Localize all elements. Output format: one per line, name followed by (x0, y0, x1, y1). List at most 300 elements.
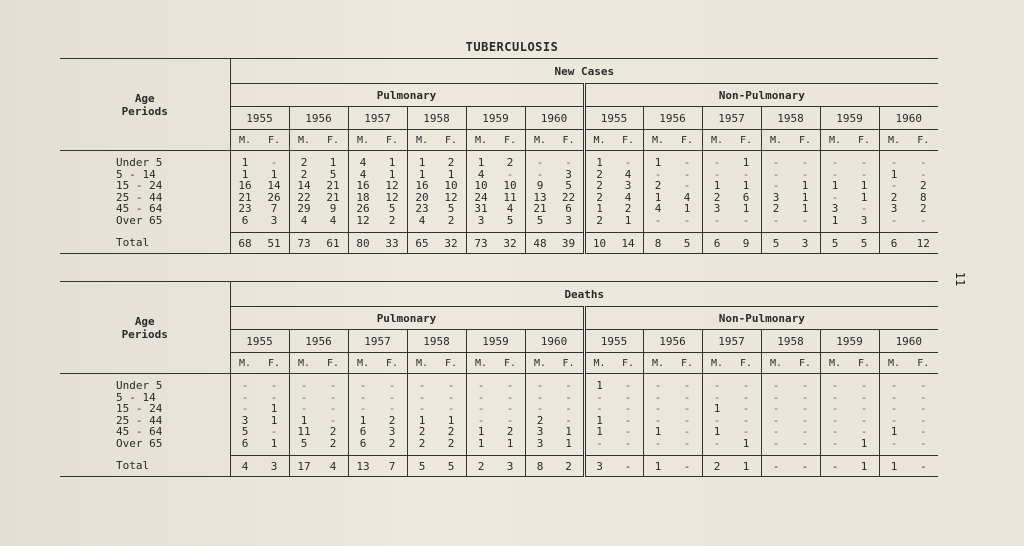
data-cell: 5 (447, 202, 455, 215)
data-cell: 2 (289, 169, 319, 181)
data-cell: - (791, 215, 821, 233)
data-cell: 4 (643, 203, 673, 215)
data-cell: - (683, 167, 691, 181)
sex-header: M. (525, 353, 555, 374)
new-cases-table-wrap (60, 58, 938, 254)
data-cell: 1 (643, 426, 673, 438)
data-cell: - (702, 151, 732, 169)
year-header: 1957 (702, 330, 761, 353)
data-cell: 1 (230, 151, 260, 169)
data-cell: - (702, 169, 732, 181)
year-header: 1960 (525, 107, 584, 130)
sex-header: M. (289, 130, 319, 151)
data-cell: 12 (444, 190, 458, 204)
data-cell: 2 (584, 215, 614, 233)
data-cell: - (761, 415, 791, 427)
data-cell: - (624, 156, 632, 169)
data-cell: - (761, 180, 791, 192)
year-header: 1960 (525, 330, 584, 353)
table-row (60, 203, 938, 215)
data-cell: - (348, 403, 378, 415)
age-group-label: 5 - 14 (116, 167, 156, 181)
data-cell: 16 (230, 180, 260, 192)
data-cell: - (643, 438, 673, 456)
data-cell: - (447, 402, 455, 415)
data-cell: 1 (270, 402, 278, 415)
data-cell: 7 (270, 202, 278, 215)
data-cell: 11 (503, 190, 517, 204)
data-cell: 1 (584, 415, 614, 427)
non-pulmonary-heading: Non-Pulmonary (584, 84, 938, 107)
total-cell: 6 (879, 233, 909, 254)
data-cell: 1 (447, 167, 455, 181)
data-cell: - (761, 426, 791, 438)
data-cell: - (643, 169, 673, 181)
data-cell: 3 (230, 415, 260, 427)
data-cell: 2 (525, 415, 555, 427)
data-cell: 1 (860, 190, 868, 204)
data-cell: 2 (437, 438, 467, 456)
data-cell: 24 (466, 192, 496, 204)
total-cell: 8 (643, 233, 673, 254)
data-cell: - (742, 379, 750, 392)
total-cell: 17 (289, 456, 319, 477)
data-cell: 1 (584, 374, 614, 392)
sex-header: M. (879, 353, 909, 374)
data-cell: - (388, 379, 396, 392)
age-group-label: 15 - 24 (116, 402, 163, 415)
data-cell: 1 (466, 426, 496, 438)
total-cell: 1 (732, 456, 762, 477)
total-cell: 1 (643, 456, 673, 477)
data-cell: - (643, 215, 673, 233)
data-cell: - (879, 415, 909, 427)
data-cell: 2 (879, 192, 909, 204)
table-row (60, 403, 938, 415)
data-cell: 3 (761, 192, 791, 204)
age-periods-header (60, 282, 230, 374)
total-cell: 5 (761, 233, 791, 254)
sex-header: F. (614, 130, 644, 151)
total-cell: - (614, 456, 644, 477)
data-cell: 26 (267, 190, 281, 204)
total-cell: 1 (879, 456, 909, 477)
data-cell: - (624, 390, 632, 404)
total-cell: 1 (850, 456, 880, 477)
data-cell: 1 (742, 179, 750, 192)
data-cell: 21 (326, 179, 340, 192)
total-row (60, 233, 938, 254)
sex-header: M. (761, 130, 791, 151)
table-row (60, 180, 938, 192)
data-cell: - (329, 390, 337, 404)
data-cell: 3 (702, 203, 732, 215)
data-cell: - (742, 402, 750, 415)
data-cell: 4 (348, 151, 378, 169)
sex-header: F. (850, 353, 880, 374)
sex-header: F. (614, 353, 644, 374)
data-cell: 1 (407, 415, 437, 427)
data-cell: - (683, 379, 691, 392)
data-cell: 1 (388, 156, 396, 169)
data-cell: 6 (348, 426, 378, 438)
year-header: 1959 (466, 107, 525, 130)
data-cell: 1 (496, 438, 526, 456)
sex-header: M. (643, 353, 673, 374)
data-cell: - (879, 403, 909, 415)
data-cell: - (919, 156, 927, 169)
data-cell: 1 (742, 156, 750, 169)
total-cell: 5 (820, 233, 850, 254)
age-header-line2: Periods (121, 104, 168, 118)
data-cell: - (702, 215, 732, 233)
data-cell: 2 (329, 425, 337, 438)
data-cell: - (820, 374, 850, 392)
sex-header: M. (820, 130, 850, 151)
data-cell: 3 (525, 426, 555, 438)
data-cell: - (643, 392, 673, 404)
data-cell: - (565, 390, 572, 404)
table-row (60, 215, 938, 233)
data-cell: 1 (289, 415, 319, 427)
data-cell: 16 (348, 180, 378, 192)
data-cell: - (624, 413, 632, 427)
sex-header: M. (525, 130, 555, 151)
data-cell: - (820, 415, 850, 427)
sex-header: F. (437, 353, 467, 374)
data-cell: - (466, 415, 496, 427)
data-cell: 3 (624, 179, 632, 192)
data-cell: - (702, 374, 732, 392)
data-cell: 2 (506, 425, 514, 438)
data-cell: 6 (348, 438, 378, 456)
age-header-line1: Age (134, 91, 155, 105)
total-label: Total (60, 233, 230, 254)
sex-header: M. (289, 353, 319, 374)
data-cell: - (614, 438, 644, 456)
data-cell: 2 (447, 425, 455, 438)
table-row (60, 374, 938, 392)
total-cell: 3 (791, 233, 821, 254)
total-cell: 73 (466, 233, 496, 254)
sex-header: M. (643, 130, 673, 151)
data-cell: - (506, 390, 514, 404)
data-cell: 2 (643, 180, 673, 192)
data-cell: - (348, 392, 378, 404)
data-cell: 4 (624, 167, 632, 181)
data-cell: - (270, 425, 278, 438)
data-cell: - (447, 390, 455, 404)
data-cell: 1 (565, 425, 572, 438)
data-cell: 2 (761, 203, 791, 215)
data-cell: 1 (742, 202, 750, 215)
data-cell: 1 (801, 190, 809, 204)
data-cell: - (761, 403, 791, 415)
data-cell: - (447, 379, 455, 392)
sex-header: M. (584, 130, 614, 151)
data-cell: - (525, 151, 555, 169)
data-cell: - (624, 379, 632, 392)
data-cell: - (329, 402, 337, 415)
data-cell: - (820, 192, 850, 204)
total-cell: 61 (319, 233, 349, 254)
total-cell: 68 (230, 233, 260, 254)
total-cell: 5 (850, 233, 880, 254)
data-cell: 5 (289, 438, 319, 456)
sex-header: M. (230, 130, 260, 151)
data-cell: - (506, 167, 514, 181)
data-cell: 1 (732, 438, 762, 456)
data-cell: 23 (230, 203, 260, 215)
data-cell: - (791, 438, 821, 456)
section-heading: New Cases (230, 59, 938, 84)
data-cell: - (920, 390, 927, 404)
data-cell: - (801, 413, 809, 427)
total-row (60, 456, 938, 477)
deaths-table (60, 281, 938, 477)
data-cell: - (407, 374, 437, 392)
year-header: 1955 (230, 330, 289, 353)
age-group-label: Under 5 (116, 156, 163, 169)
data-cell: - (506, 402, 514, 415)
age-group-label: 45 - 64 (116, 425, 163, 438)
total-cell: 73 (289, 233, 319, 254)
sex-header: F. (673, 130, 703, 151)
data-cell: - (820, 169, 850, 181)
data-cell: - (565, 413, 572, 427)
total-cell: - (909, 456, 939, 477)
data-cell: 4 (624, 190, 632, 204)
data-cell: - (329, 379, 337, 392)
sex-header: M. (702, 130, 732, 151)
data-cell: 1 (801, 179, 809, 192)
data-cell: 2 (584, 180, 614, 192)
total-cell: 10 (584, 233, 614, 254)
data-cell: - (860, 425, 868, 438)
data-cell: - (920, 379, 927, 392)
data-cell: 2 (407, 438, 437, 456)
year-header: 1958 (407, 107, 466, 130)
data-cell: 3 (565, 167, 572, 181)
data-cell: - (801, 390, 809, 404)
data-cell: 2 (289, 151, 319, 169)
data-cell: - (683, 156, 691, 169)
non-pulmonary-heading: Non-Pulmonary (584, 307, 938, 330)
sex-header: M. (348, 353, 378, 374)
data-cell: 3 (850, 215, 880, 233)
data-cell: 2 (584, 192, 614, 204)
pulmonary-heading: Pulmonary (230, 84, 584, 107)
data-cell: 5 (388, 202, 396, 215)
data-cell: - (820, 438, 850, 456)
total-cell: 13 (348, 456, 378, 477)
sex-header: F. (555, 130, 585, 151)
data-cell: 14 (267, 179, 281, 192)
data-cell: - (860, 167, 868, 181)
data-cell: 4 (348, 169, 378, 181)
age-group-label: Over 65 (116, 213, 163, 227)
sex-header: F. (555, 353, 585, 374)
data-cell: 3 (466, 215, 496, 233)
age-periods-header (60, 59, 230, 151)
total-cell: 32 (437, 233, 467, 254)
table-row (60, 426, 938, 438)
data-cell: 11 (289, 426, 319, 438)
data-cell: 5 (496, 215, 526, 233)
data-cell: - (801, 402, 809, 415)
data-cell: 10 (466, 180, 496, 192)
year-header: 1956 (289, 330, 348, 353)
data-cell: - (230, 403, 260, 415)
data-cell: 21 (525, 203, 555, 215)
data-cell: - (820, 392, 850, 404)
age-group-label: 45 - 64 (116, 202, 163, 215)
data-cell: - (565, 402, 572, 415)
data-cell: - (230, 374, 260, 392)
data-cell: 2 (388, 413, 396, 427)
data-cell: - (860, 156, 868, 169)
total-cell: 3 (260, 456, 290, 477)
data-cell: 21 (230, 192, 260, 204)
total-cell: 5 (437, 456, 467, 477)
sex-header: F. (791, 130, 821, 151)
data-cell: 16 (407, 180, 437, 192)
data-cell: 3 (260, 215, 290, 233)
data-cell: - (761, 151, 791, 169)
data-cell: 1 (329, 156, 337, 169)
data-cell: 1 (614, 215, 644, 233)
total-cell: 39 (555, 233, 585, 254)
data-cell: - (742, 390, 750, 404)
data-cell: 2 (702, 192, 732, 204)
sex-header: M. (761, 353, 791, 374)
year-header: 1957 (348, 330, 407, 353)
sex-header: M. (407, 130, 437, 151)
data-cell: 9 (525, 180, 555, 192)
data-cell: 5 (329, 167, 337, 181)
total-cell: 4 (230, 456, 260, 477)
total-cell: - (791, 456, 821, 477)
year-header: 1956 (289, 107, 348, 130)
data-cell: 14 (289, 180, 319, 192)
data-cell: 2 (319, 438, 349, 456)
total-cell: 7 (378, 456, 408, 477)
data-cell: - (761, 215, 791, 233)
data-cell: - (407, 403, 437, 415)
data-cell: 9 (329, 202, 337, 215)
age-group-label: 25 - 44 (116, 413, 163, 427)
data-cell: - (732, 215, 762, 233)
data-cell: 5 (525, 215, 555, 233)
data-cell: 1 (683, 202, 691, 215)
total-cell: 2 (702, 456, 732, 477)
data-cell: 1 (270, 167, 278, 181)
data-cell: 4 (289, 215, 319, 233)
sex-header: F. (378, 353, 408, 374)
data-cell: 18 (348, 192, 378, 204)
data-cell: - (270, 156, 278, 169)
data-cell: - (702, 392, 732, 404)
data-cell: - (683, 425, 691, 438)
data-cell: - (801, 379, 809, 392)
data-cell: 1 (447, 413, 455, 427)
year-header: 1958 (761, 107, 820, 130)
data-cell: - (742, 425, 750, 438)
data-cell: 2 (506, 156, 514, 169)
data-cell: - (761, 169, 791, 181)
data-cell: - (761, 392, 791, 404)
data-cell: - (702, 415, 732, 427)
data-cell: - (506, 379, 514, 392)
data-cell: 29 (289, 203, 319, 215)
data-cell: - (329, 413, 337, 427)
data-cell: 2 (437, 215, 467, 233)
data-cell: - (565, 156, 572, 169)
total-cell: 12 (909, 233, 939, 254)
sex-header: M. (584, 353, 614, 374)
data-cell: 6 (565, 202, 572, 215)
data-cell: - (584, 392, 614, 404)
age-group-label: Under 5 (116, 379, 163, 392)
year-header: 1956 (643, 107, 702, 130)
data-cell: - (683, 402, 691, 415)
total-cell: 51 (260, 233, 290, 254)
data-cell: - (879, 374, 909, 392)
data-cell: 1 (643, 192, 673, 204)
data-cell: - (407, 392, 437, 404)
total-cell: 14 (614, 233, 644, 254)
sex-header: F. (496, 130, 526, 151)
data-cell: - (673, 438, 703, 456)
data-cell: 4 (683, 190, 691, 204)
sex-header: M. (407, 353, 437, 374)
total-cell: - (761, 456, 791, 477)
data-cell: 3 (879, 203, 909, 215)
age-group-label: 15 - 24 (116, 179, 163, 192)
data-cell: 1 (643, 151, 673, 169)
data-cell: - (683, 179, 691, 192)
data-cell: 5 (230, 426, 260, 438)
sex-header: F. (850, 130, 880, 151)
year-header: 1955 (584, 107, 643, 130)
total-cell: 3 (584, 456, 614, 477)
total-cell: 5 (407, 456, 437, 477)
sex-header: F. (378, 130, 408, 151)
table-row (60, 151, 938, 169)
data-cell: - (919, 167, 927, 181)
total-cell: 33 (378, 233, 408, 254)
data-cell: - (643, 403, 673, 415)
data-cell: - (920, 402, 927, 415)
year-header: 1958 (407, 330, 466, 353)
data-cell: 1 (801, 202, 809, 215)
data-cell: 1 (820, 180, 850, 192)
data-cell: - (230, 392, 260, 404)
sex-header: M. (466, 353, 496, 374)
data-cell: 31 (466, 203, 496, 215)
total-cell: 2 (555, 456, 585, 477)
table-row (60, 438, 938, 456)
data-cell: 20 (407, 192, 437, 204)
sex-header: M. (820, 353, 850, 374)
data-cell: 13 (525, 192, 555, 204)
sex-header: M. (466, 130, 496, 151)
data-cell: 3 (525, 438, 555, 456)
data-cell: - (879, 151, 909, 169)
data-cell: 1 (879, 169, 909, 181)
data-cell: - (742, 167, 750, 181)
data-cell: 2 (378, 215, 408, 233)
